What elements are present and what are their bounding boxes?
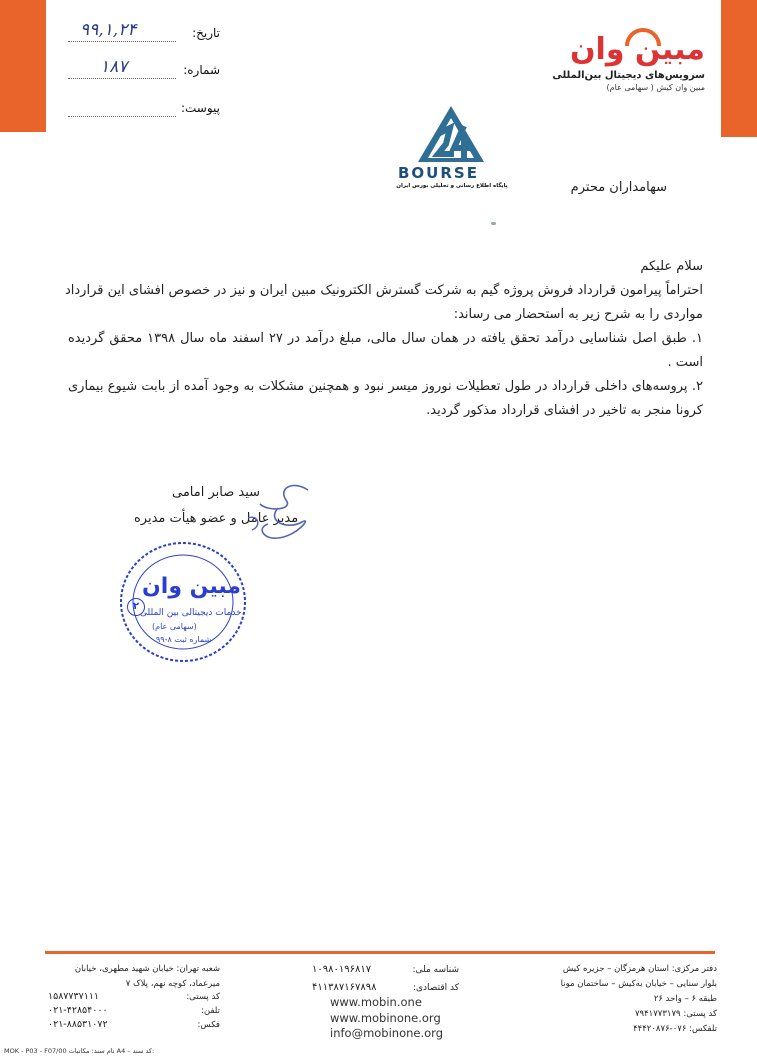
- footer-head-office: [561, 962, 717, 1037]
- attachment-label: پیوست:: [180, 101, 220, 115]
- stamp-line2: (سهامی عام): [152, 622, 197, 631]
- footer-rule: [45, 951, 715, 954]
- branch-line1: شعبه تهران: خیابان شهید مطهری، خیابان: [74, 964, 220, 974]
- hq-line2: بلوار سنایی – خیابان به‌کیش – ساختمان مونا: [560, 979, 717, 989]
- stamp-number: ۲: [127, 598, 145, 616]
- item2-line1: ۲. پروسه‌های داخلی قرارداد در طول تعطیلات نوروز میسر نبود و همچنین مشکلات به وجود آمده از بابت شیوع بیماری: [68, 379, 703, 394]
- document-code: MOK - P03 - F07/00 نام سند: مکاتبات A4 – کد سند:: [4, 1047, 155, 1055]
- number-label: شماره:: [183, 63, 220, 77]
- accent-bar-left: [0, 0, 46, 132]
- hq-line4: کد پستی: ۷۹۴۱۷۷۳۱۷۹: [634, 1009, 717, 1019]
- date-label: تاریخ:: [192, 26, 220, 40]
- accent-bar-right: [721, 0, 757, 137]
- postal-label: کد پستی:: [186, 992, 220, 1002]
- national-id-value: ۱۰۹۸۰۱۹۶۸۱۷: [312, 964, 372, 975]
- hq-line3: طبقه ۶ – واحد ۲۶: [653, 994, 717, 1004]
- item1-line2: است .: [667, 355, 703, 370]
- branch-line2: میرعماد، کوچه نهم، پلاک ۷: [125, 979, 220, 989]
- fax-value: ۰۲۱-۸۸۵۳۱۰۷۲: [48, 1019, 108, 1030]
- stamp-line3: شماره ثبت ۸-۹۹: [156, 635, 212, 644]
- logo-arc-icon: [623, 28, 663, 48]
- brand-subtitle: سرویس‌های دیجیتال بین‌المللی: [552, 70, 705, 81]
- hq-line5: تلفکس: ۰۷۶-۴۴۴۲۰۸۷۶: [633, 1024, 717, 1034]
- attachment-dotted-line: [68, 116, 176, 117]
- stamp-line1: خدمات دیجیتالی بین المللی: [140, 608, 242, 618]
- web-link-2[interactable]: www.mobinone.org: [330, 1010, 441, 1025]
- footer-web: [330, 995, 443, 1042]
- bourse-tagline: پایگاه اطلاع رسانی و تحلیلی بورس ایران: [396, 183, 508, 189]
- stamp-name: مبین وان: [142, 574, 242, 599]
- fax-label: فکس:: [197, 1020, 220, 1030]
- brand-company: مبین وان کیش ( سهامی عام): [606, 83, 705, 92]
- footer-branch-address: [75, 962, 220, 992]
- bourse-24-icon: [416, 104, 486, 164]
- item1-line1: ۱. طبق اصل شناسایی درآمد تحقق یافته در همان سال مالی، مبلغ درآمد در ۲۷ اسفند ماه سال ۱۳۹۸ محقق گردیده: [68, 331, 704, 346]
- handwritten-signature: [238, 478, 324, 548]
- footer-branch-values: [48, 990, 108, 1032]
- brand-name: مبین وان: [569, 32, 705, 67]
- footer-id-values: [312, 961, 376, 997]
- economic-code-value: ۴۱۱۳۸۷۱۶۷۸۹۸: [312, 982, 377, 993]
- company-logo: [552, 32, 705, 92]
- company-stamp: [118, 540, 248, 664]
- salutation: سهامداران محترم: [570, 180, 667, 195]
- date-value: ۹۹,۱,۲۴: [80, 20, 137, 40]
- number-field: [60, 57, 220, 83]
- phone-label: تلفن:: [201, 1006, 220, 1016]
- footer-id-labels: [412, 961, 459, 997]
- date-field: [60, 20, 220, 46]
- letter-body: [64, 255, 704, 423]
- phone-value: ۰۲۱-۴۲۸۵۴۰۰۰: [48, 1005, 108, 1016]
- date-dotted-line: [68, 41, 176, 42]
- para1-line2: مواردی را به شرح زیر به استحضار می رساند:: [453, 307, 703, 322]
- national-id-label: شناسه ملی:: [412, 965, 459, 975]
- item2-line2: کرونا منجر به تاخیر در افشای قرارداد مذکور گردید.: [426, 403, 703, 418]
- signatory-title: مدیر عامل و عضو هیأت مدیره: [134, 511, 299, 526]
- bourse-word: BOURSE: [398, 164, 479, 182]
- email-link[interactable]: info@mobinone.org: [330, 1026, 444, 1040]
- attachment-field: [60, 101, 220, 121]
- number-value: ۱۸۷: [100, 57, 128, 77]
- number-dotted-line: [68, 78, 176, 79]
- para1-line1: احتراماً پیرامون قرارداد فروش پروژه گیم به شرکت گسترش الکترونیک مبین ایران و نیز در خصوص افشای این قرارداد: [64, 283, 703, 298]
- bourse-logo: [396, 104, 508, 190]
- web-link-1[interactable]: www.mobin.one: [330, 995, 422, 1009]
- footer-branch-labels: [186, 990, 220, 1032]
- economic-code-label: کد اقتصادی:: [412, 983, 459, 993]
- hq-line1: دفتر مرکزی: استان هرمزگان – جزیره کیش: [562, 964, 717, 974]
- greeting: سلام علیکم: [640, 259, 703, 274]
- scan-speck: [491, 222, 496, 225]
- postal-value: ۱۵۸۷۷۳۷۱۱۱: [48, 991, 100, 1002]
- signatory-name: سید صابر امامی: [172, 485, 261, 500]
